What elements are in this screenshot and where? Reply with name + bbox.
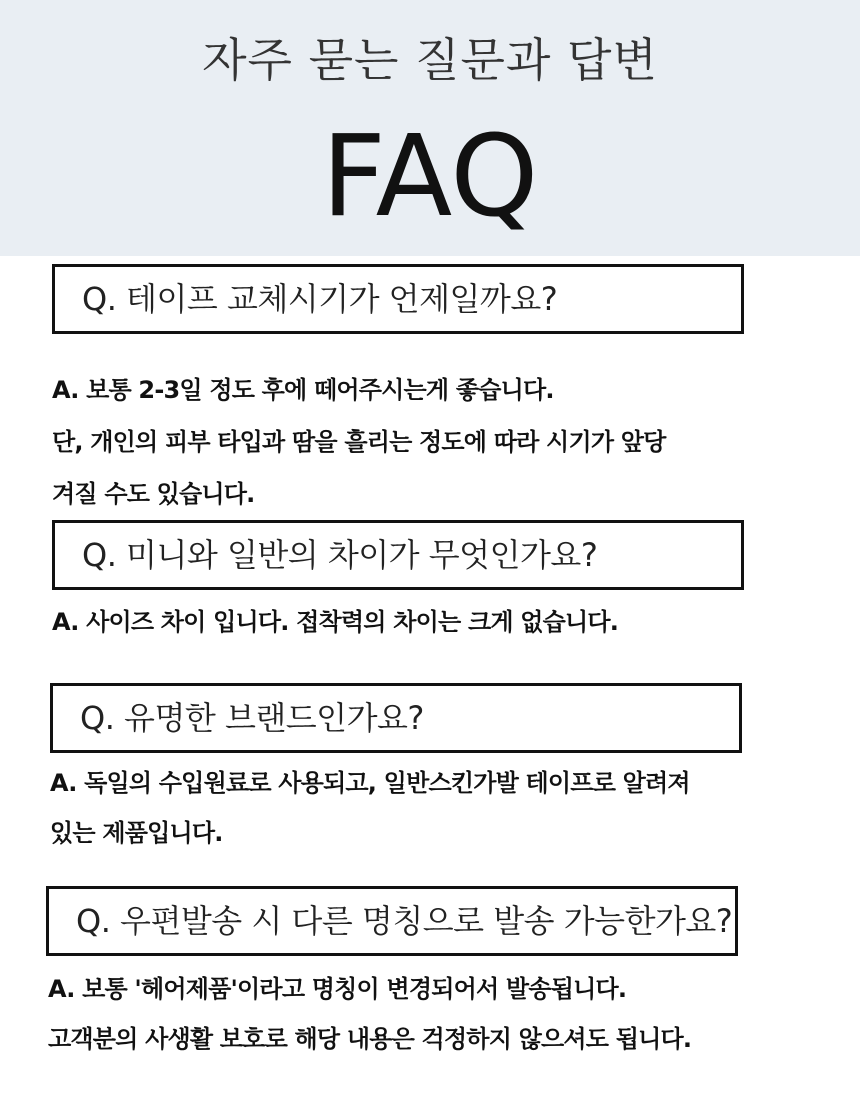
faq-question-2-text: Q. 미니와 일반의 차이가 무엇인가요? [82,536,598,574]
header-subtitle: 자주 묻는 질문과 답변 [202,33,658,87]
faq-answer-3 [50,758,690,858]
faq-answer-4-line-2: 고객분의 사생활 보호로 해당 내용은 걱정하지 않으셔도 됩니다. [48,1025,692,1053]
faq-answer-1-line-1: A. 보통 2-3일 정도 후에 떼어주시는게 좋습니다. [52,376,554,404]
faq-answer-2 [52,596,618,648]
faq-answer-1-line-2: 단, 개인의 피부 타입과 땀을 흘리는 정도에 따라 시기가 앞당 [52,428,666,456]
faq-question-4-text: Q. 우편발송 시 다른 명칭으로 발송 가능한가요? [76,902,733,940]
faq-answer-1-line-3: 겨질 수도 있습니다. [52,480,255,508]
faq-answer-4 [48,964,691,1064]
faq-answer-4-line-1: A. 보통 '헤어제품'이라고 명칭이 변경되어서 발송됩니다. [48,975,627,1003]
faq-question-4 [46,886,738,956]
faq-question-2 [52,520,744,590]
faq-question-3-text: Q. 유명한 브랜드인가요? [80,699,424,737]
page-title: FAQ [321,112,539,242]
faq-answer-3-line-1: A. 독일의 수입원료로 사용되고, 일반스킨가발 테이프로 알려져 [50,769,690,797]
faq-question-1-text: Q. 테이프 교체시기가 언제일까요? [82,280,558,318]
faq-question-1 [52,264,744,334]
faq-answer-1 [52,364,666,520]
faq-answer-2-line-1: A. 사이즈 차이 입니다. 접착력의 차이는 크게 없습니다. [52,608,619,636]
faq-header [0,0,860,256]
faq-answer-3-line-2: 있는 제품입니다. [50,819,223,847]
faq-question-3 [50,683,742,753]
